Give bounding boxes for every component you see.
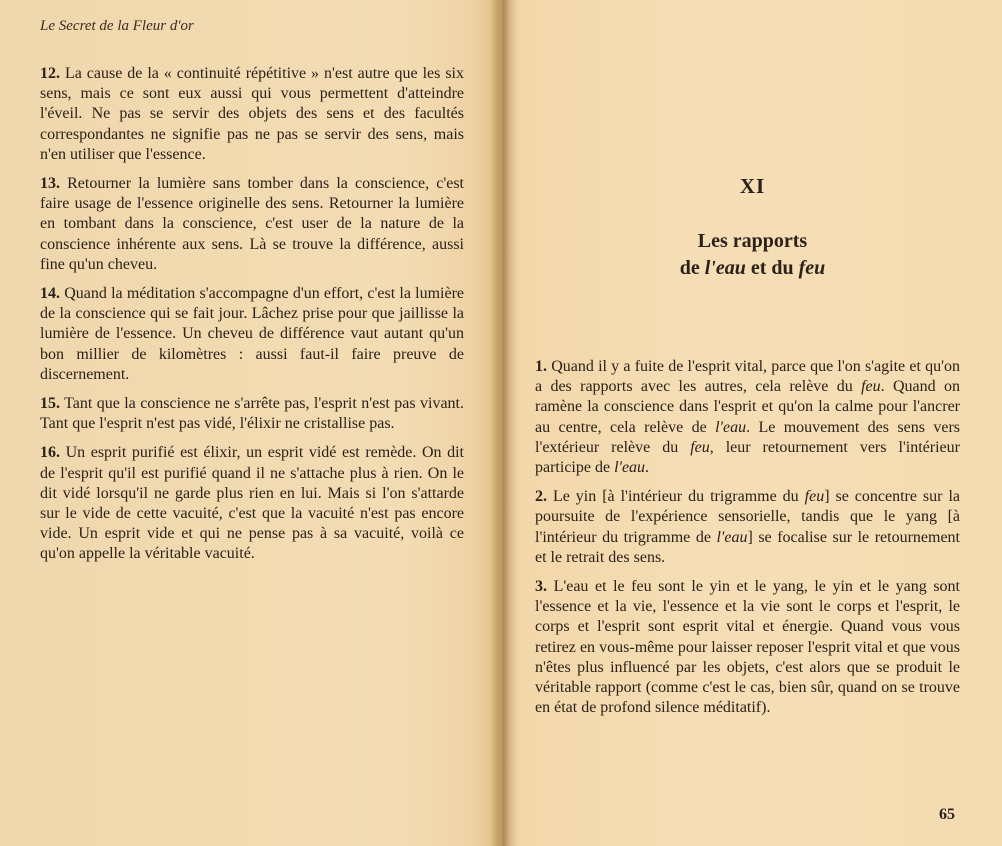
chapter-title-word: et du <box>745 257 799 279</box>
paragraph-text: La cause de la « continuité répétitive » n'est autre que les six sens, mais ce sont eux aussi qui vous permettent d'atteindre l'éveil. Ne pas se servir des objets des sens et des facultés correspondantes ne signifie pas ne pas se servir des sens, mais n'en utiliser que l'essence. <box>40 65 464 163</box>
text-segment: ] se concentre sur la poursuite de l'expérience sensorielle, tandis que le yang [à l'intérieur du trigramme de <box>535 488 961 546</box>
paragraph-13 <box>40 174 464 275</box>
paragraph-text <box>535 578 960 716</box>
paragraph-number: 13. <box>40 175 60 193</box>
paragraph-text: Quand la méditation s'accompagne d'un effort, c'est la lumière de la conscience qui se fait jour. Lâchez prise pour que jaillisse la lumière de l'essence. Un cheveu de différence vaut autant qu'un bon millier de kilomètres : aussi faut-il faire preuve de discernement. <box>40 285 465 383</box>
paragraph-number: 1. <box>535 358 547 375</box>
page-number: 65 <box>939 806 955 823</box>
paragraph-16 <box>40 443 464 564</box>
italic-term: l'eau <box>716 528 748 546</box>
italic-term: l'eau <box>614 459 646 477</box>
paragraph-text: Un esprit purifié est élixir, un esprit vidé est remède. On dit de l'esprit qu'il est purifié quand il ne s'attache plus à rien. On le dit vidé lorsqu'il ne garde plus rien en lui. Mais si l'on s'attarde sur le vide de cette vacuité, c'est que la vacuité n'est pas encore vide. Un esprit vide et qui ne pense pas à sa vacuité, voilà ce qu'on appelle la véritable vacuité. <box>40 444 465 563</box>
text-segment: . Quand on ramène la conscience dans l'esprit et qu'on la calme pour l'ancrer au centre, cela relève de <box>535 378 961 436</box>
italic-term: feu <box>804 488 825 506</box>
chapter-title-line-2 <box>503 255 1002 282</box>
paragraph-text <box>535 358 960 476</box>
text-segment: . Le mouvement des sens vers l'extérieur relève du <box>535 418 961 456</box>
paragraph-text <box>535 488 960 566</box>
chapter-title <box>503 228 1002 282</box>
running-head: Le Secret de la Fleur d'or <box>40 18 194 34</box>
right-page-text <box>535 357 960 727</box>
paragraph-number: 2. <box>535 488 547 506</box>
paragraph-text: Tant que la conscience ne s'arrête pas, l'esprit n'est pas vivant. Tant que l'esprit n'est pas vidé, l'élixir ne cristallise pas. <box>40 395 465 433</box>
paragraph-3 <box>535 577 960 718</box>
paragraph-1 <box>535 357 960 478</box>
italic-term: feu <box>861 378 881 396</box>
text-segment: Quand il y a fuite de l'esprit vital, parce que l'on s'agite et qu'on a des rapports avec les autres, cela relève du <box>535 358 961 396</box>
chapter-title-line-1: Les rapports <box>697 230 808 252</box>
paragraph-14 <box>40 284 464 385</box>
left-page <box>0 0 497 846</box>
paragraph-number: 15. <box>40 395 60 413</box>
italic-term: feu <box>690 438 710 456</box>
paragraph-number: 3. <box>535 578 547 596</box>
chapter-title-eau: l'eau <box>704 257 746 279</box>
text-segment: ] se focalise sur le retournement et le retrait des sens. <box>535 528 960 566</box>
paragraph-number: 16. <box>40 444 60 462</box>
text-segment: , leur retournement vers l'intérieur participe de <box>535 438 960 477</box>
chapter-number: XI <box>739 174 766 198</box>
paragraph-number: 14. <box>40 285 60 303</box>
italic-term: l'eau <box>715 418 747 436</box>
paragraph-number: 12. <box>40 65 60 82</box>
text-segment: L'eau et le feu sont le yin et le yang, le yin et le yang sont l'essence et la vie, l'essence et la vie sont le corps et l'esprit, le corps et l'esprit sont esprit vital et énergie. Quand vous vous retirez en vous-même pour laisser reposer l'esprit vital et que vous n'êtes plus influencé par les objets, c'est alors que se produit le véritable rapport (comme c'est le cas, bien sûr, quand on se trouve en état de profond silence méditatif). <box>535 578 960 717</box>
chapter-title-word: de <box>679 257 705 279</box>
paragraph-2 <box>535 487 960 568</box>
chapter-title-feu: feu <box>798 257 826 279</box>
text-segment: Le yin [à l'intérieur du trigramme du <box>552 488 805 506</box>
paragraph-12 <box>40 64 464 165</box>
paragraph-text: Retourner la lumière sans tomber dans la conscience, c'est faire usage de l'essence originelle des sens. Retourner la lumière en tombant dans la conscience, c'est user de la nature de la conscience inhérente aux sens. Là se trouve la différence, aussi fine qu'un cheveu. <box>40 175 465 273</box>
text-segment: . <box>645 459 650 477</box>
left-page-text <box>40 64 464 574</box>
paragraph-15 <box>40 394 464 434</box>
right-page <box>503 0 1002 846</box>
